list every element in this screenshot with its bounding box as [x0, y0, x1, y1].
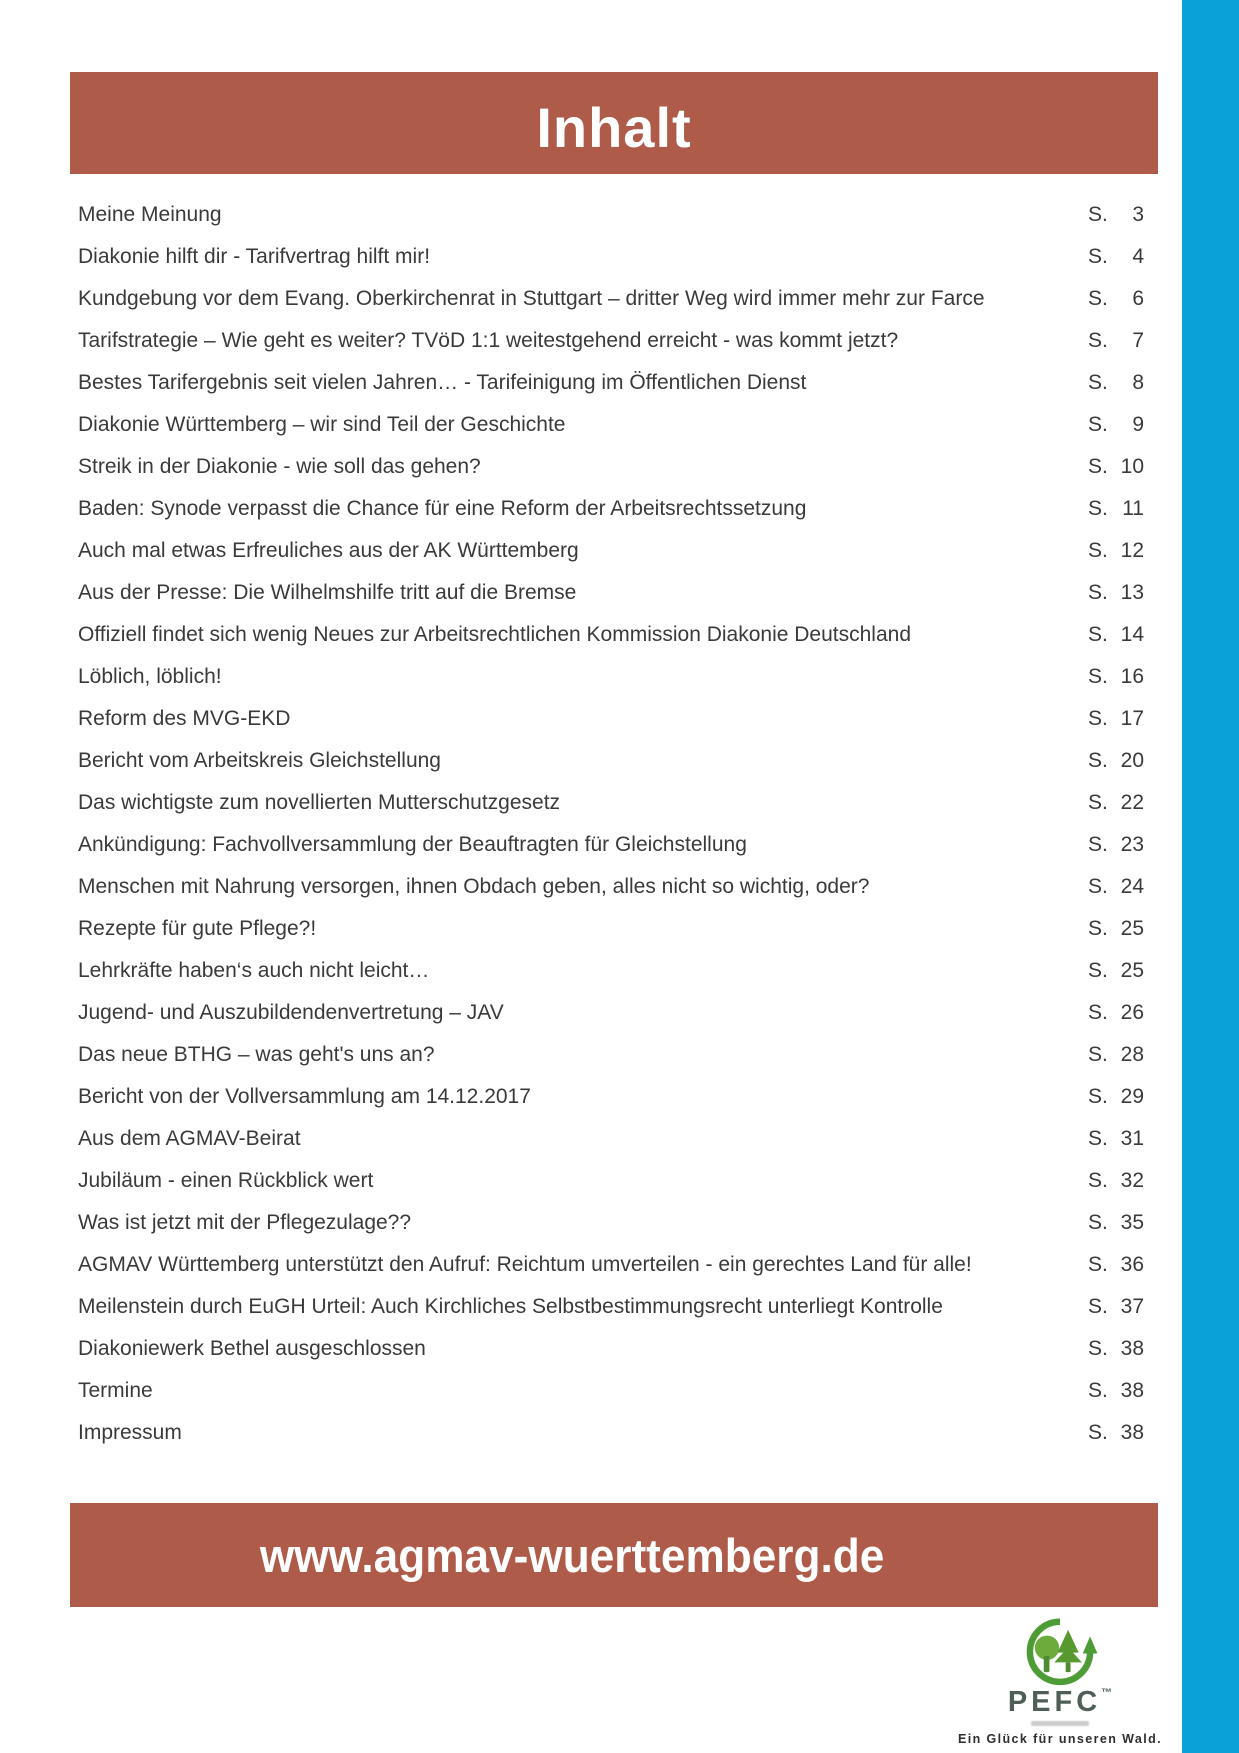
pefc-wordmark [950, 1688, 1170, 1717]
page-number: 7 [1132, 329, 1144, 352]
page-number: 32 [1120, 1169, 1144, 1192]
page-abbrev: S. [1088, 1127, 1108, 1150]
toc-entry-page-ref [1088, 959, 1144, 983]
page-number: 6 [1132, 287, 1144, 310]
toc-entry-page-ref [1088, 707, 1144, 731]
page-abbrev: S. [1088, 1337, 1108, 1360]
page-abbrev: S. [1088, 203, 1108, 226]
toc-row [78, 908, 1144, 950]
toc-entry-page-ref [1088, 1085, 1144, 1109]
toc-row [78, 320, 1144, 362]
page-number: 35 [1120, 1211, 1144, 1234]
page-abbrev: S. [1088, 287, 1108, 310]
toc-entry-page-ref [1088, 287, 1144, 311]
toc-entry-page-ref [1088, 665, 1144, 689]
toc-row [78, 362, 1144, 404]
toc-row [78, 656, 1144, 698]
toc-row [78, 698, 1144, 740]
toc-entry-page-ref [1088, 1379, 1144, 1403]
page-number: 10 [1120, 455, 1144, 478]
toc-entry-title: Menschen mit Nahrung versorgen, ihnen Obdach geben, alles nicht so wichtig, oder? [78, 875, 870, 898]
website-url[interactable]: www.agmav-wuerttemberg.de [259, 1528, 885, 1582]
toc-row [78, 404, 1144, 446]
page-number: 12 [1120, 539, 1144, 562]
toc-entry-title: Aus dem AGMAV-Beirat [78, 1127, 301, 1150]
toc-entry-page-ref [1088, 1421, 1144, 1445]
page-number: 24 [1120, 875, 1144, 898]
page-number: 14 [1120, 623, 1144, 646]
page-abbrev: S. [1088, 245, 1108, 268]
toc-entry-title: Lehrkräfte haben‘s auch nicht leicht… [78, 959, 430, 982]
toc-entry-page-ref [1088, 497, 1144, 521]
toc-row [78, 1244, 1144, 1286]
toc-entry-page-ref [1088, 1001, 1144, 1025]
toc-row [78, 992, 1144, 1034]
toc-row [78, 824, 1144, 866]
toc-entry-page-ref [1088, 245, 1144, 269]
right-edge-stripe [1182, 0, 1239, 1753]
toc-entry-title: Aus der Presse: Die Wilhelmshilfe tritt auf die Bremse [78, 581, 577, 604]
toc-row [78, 236, 1144, 278]
page-number: 36 [1120, 1253, 1144, 1276]
page-abbrev: S. [1088, 749, 1108, 772]
page-number: 25 [1120, 917, 1144, 940]
page-number: 3 [1132, 203, 1144, 226]
page-abbrev: S. [1088, 1295, 1108, 1318]
toc-row [78, 1202, 1144, 1244]
toc-entry-page-ref [1088, 749, 1144, 773]
page-abbrev: S. [1088, 539, 1108, 562]
toc-entry-title: Offiziell findet sich wenig Neues zur Arbeitsrechtlichen Kommission Diakonie Deutschland [78, 623, 912, 646]
page-abbrev: S. [1088, 1085, 1108, 1108]
toc-row [78, 194, 1144, 236]
toc-row [78, 1160, 1144, 1202]
page-abbrev: S. [1088, 455, 1108, 478]
toc-entry-page-ref [1088, 203, 1144, 227]
page-number: 22 [1120, 791, 1144, 814]
toc-entry-page-ref [1088, 329, 1144, 353]
toc-entry-title: Bestes Tarifergebnis seit vielen Jahren… - Tarifeinigung im Öffentlichen Dienst [78, 371, 807, 394]
toc-entry-page-ref [1088, 875, 1144, 899]
toc-entry-title: Tarifstrategie – Wie geht es weiter? TVöD 1:1 weitestgehend erreicht - was kommt jetzt? [78, 329, 899, 352]
page-number: 9 [1132, 413, 1144, 436]
pefc-wordmark-text: PEFC [1007, 1686, 1102, 1718]
toc-row [78, 488, 1144, 530]
page-number: 11 [1122, 497, 1144, 520]
toc-entry-title: Termine [78, 1379, 153, 1402]
page-abbrev: S. [1088, 1421, 1108, 1444]
toc-entry-title: Baden: Synode verpasst die Chance für eine Reform der Arbeitsrechtssetzung [78, 497, 807, 520]
toc-entry-title: Diakonie Württemberg – wir sind Teil der Geschichte [78, 413, 566, 436]
toc-entry-title: Auch mal etwas Erfreuliches aus der AK Württemberg [78, 539, 579, 562]
toc-entry-page-ref [1088, 581, 1144, 605]
toc-row [78, 1328, 1144, 1370]
toc-row [78, 782, 1144, 824]
pefc-logo-icon [1019, 1612, 1101, 1690]
toc-row [78, 1076, 1144, 1118]
trademark-symbol: ™ [1101, 1687, 1113, 1699]
toc-entry-title: Meine Meinung [78, 203, 222, 226]
toc-entry-title: Ankündigung: Fachvollversammlung der Beauftragten für Gleichstellung [78, 833, 747, 856]
toc-row [78, 740, 1144, 782]
toc-entry-title: Was ist jetzt mit der Pflegezulage?? [78, 1211, 412, 1234]
toc-row [78, 1286, 1144, 1328]
page-abbrev: S. [1088, 413, 1108, 436]
toc-entry-title: Bericht vom Arbeitskreis Gleichstellung [78, 749, 441, 772]
toc-entry-page-ref [1088, 1127, 1144, 1151]
page-number: 38 [1120, 1379, 1144, 1402]
toc-entry-title: Das wichtigste zum novellierten Mutterschutzgesetz [78, 791, 561, 814]
toc-entry-page-ref [1088, 1043, 1144, 1067]
toc-entry-page-ref [1088, 455, 1144, 479]
page-number: 29 [1120, 1085, 1144, 1108]
page-abbrev: S. [1088, 329, 1108, 352]
toc-entry-page-ref [1088, 413, 1144, 437]
toc-row [78, 278, 1144, 320]
page-title: Inhalt [536, 95, 692, 159]
toc-entry-title: Impressum [78, 1421, 182, 1444]
pefc-cert-number [1031, 1721, 1089, 1726]
table-of-contents [78, 194, 1144, 1454]
toc-entry-page-ref [1088, 539, 1144, 563]
page-number: 26 [1120, 1001, 1144, 1024]
toc-row [78, 1412, 1144, 1454]
toc-row [78, 614, 1144, 656]
page-abbrev: S. [1088, 1253, 1108, 1276]
page-abbrev: S. [1088, 917, 1108, 940]
page-abbrev: S. [1088, 833, 1108, 856]
header-bar [70, 72, 1158, 174]
page-abbrev: S. [1088, 665, 1108, 688]
page-abbrev: S. [1088, 371, 1108, 394]
page-abbrev: S. [1088, 581, 1108, 604]
page-abbrev: S. [1088, 1211, 1108, 1234]
page-abbrev: S. [1088, 1043, 1108, 1066]
page-number: 28 [1120, 1043, 1144, 1066]
toc-entry-title: Bericht von der Vollversammlung am 14.12.2017 [78, 1085, 531, 1108]
toc-entry-title: Meilenstein durch EuGH Urteil: Auch Kirchliches Selbstbestimmungsrecht unterliegt Kontrolle [78, 1295, 943, 1318]
toc-row [78, 866, 1144, 908]
toc-entry-page-ref [1088, 1211, 1144, 1235]
toc-entry-page-ref [1088, 1295, 1144, 1319]
toc-row [78, 446, 1144, 488]
toc-entry-title: Das neue BTHG – was geht's uns an? [78, 1043, 435, 1066]
toc-row [78, 1034, 1144, 1076]
toc-entry-title: Löblich, löblich! [78, 665, 222, 688]
toc-entry-page-ref [1088, 623, 1144, 647]
toc-row [78, 1118, 1144, 1160]
page-abbrev: S. [1088, 623, 1108, 646]
toc-entry-title: Kundgebung vor dem Evang. Oberkirchenrat in Stuttgart – dritter Weg wird immer mehr zur Farce [78, 287, 985, 310]
toc-entry-title: Reform des MVG-EKD [78, 707, 291, 730]
page-number: 31 [1120, 1127, 1144, 1150]
page-number: 23 [1120, 833, 1144, 856]
page-number: 8 [1132, 371, 1144, 394]
toc-entry-page-ref [1088, 833, 1144, 857]
toc-entry-title: Diakoniewerk Bethel ausgeschlossen [78, 1337, 426, 1360]
page-number: 25 [1120, 959, 1144, 982]
toc-entry-title: AGMAV Württemberg unterstützt den Aufruf: Reichtum umverteilen - ein gerechtes Land für alle! [78, 1253, 972, 1276]
toc-entry-page-ref [1088, 791, 1144, 815]
page-abbrev: S. [1088, 1169, 1108, 1192]
toc-row [78, 572, 1144, 614]
page-number: 20 [1120, 749, 1144, 772]
page-number: 13 [1120, 581, 1144, 604]
toc-entry-page-ref [1088, 1337, 1144, 1361]
toc-entry-title: Rezepte für gute Pflege?! [78, 917, 317, 940]
toc-row [78, 1370, 1144, 1412]
toc-entry-page-ref [1088, 1253, 1144, 1277]
toc-row [78, 950, 1144, 992]
page-number: 17 [1120, 707, 1144, 730]
toc-entry-page-ref [1088, 917, 1144, 941]
page-abbrev: S. [1088, 1379, 1108, 1402]
toc-entry-page-ref [1088, 371, 1144, 395]
page-abbrev: S. [1088, 875, 1108, 898]
page-abbrev: S. [1088, 791, 1108, 814]
page-number: 37 [1120, 1295, 1144, 1318]
toc-entry-title: Streik in der Diakonie - wie soll das gehen? [78, 455, 481, 478]
pefc-logo-block [950, 1612, 1170, 1746]
page-abbrev: S. [1088, 497, 1108, 520]
page-number: 4 [1132, 245, 1144, 268]
page-number: 38 [1120, 1421, 1144, 1444]
toc-entry-title: Jugend- und Auszubildendenvertretung – JAV [78, 1001, 504, 1024]
toc-entry-title: Jubiläum - einen Rückblick wert [78, 1169, 374, 1192]
toc-row [78, 530, 1144, 572]
toc-entry-page-ref [1088, 1169, 1144, 1193]
page-abbrev: S. [1088, 707, 1108, 730]
page-abbrev: S. [1088, 959, 1108, 982]
footer-bar [70, 1503, 1158, 1607]
toc-entry-title: Diakonie hilft dir - Tarifvertrag hilft mir! [78, 245, 431, 268]
page-abbrev: S. [1088, 1001, 1108, 1024]
pefc-tagline: Ein Glück für unseren Wald. [957, 1732, 1163, 1746]
page-number: 16 [1120, 665, 1144, 688]
page-number: 38 [1120, 1337, 1144, 1360]
